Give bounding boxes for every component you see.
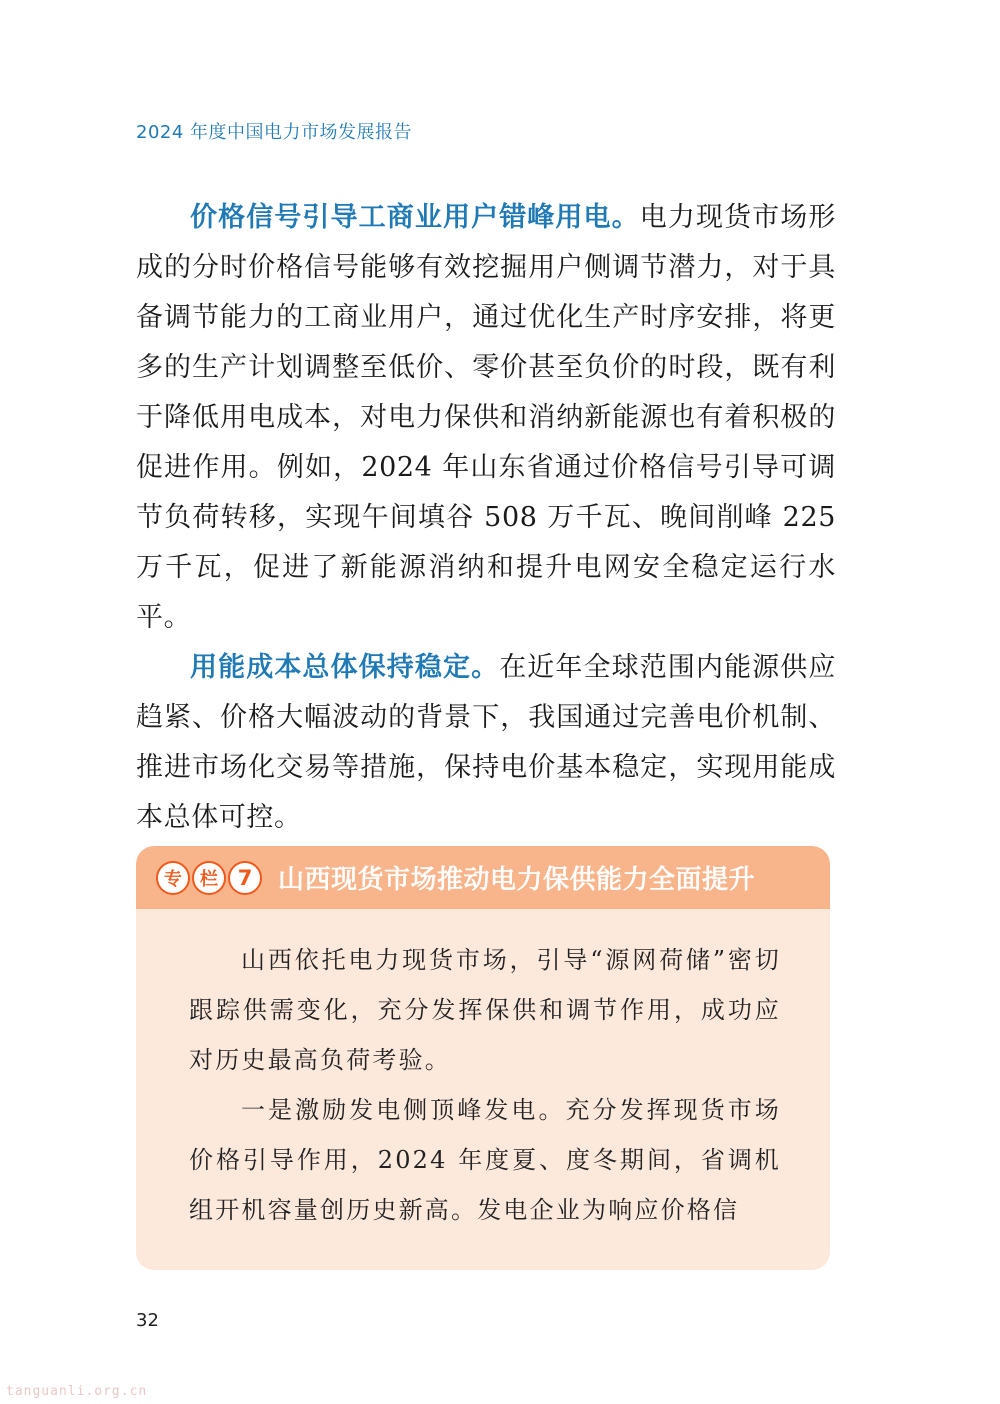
watermark: tanguanli.org.cn — [6, 1384, 148, 1399]
column-box-body — [189, 935, 781, 1235]
paragraph-energy-cost — [136, 643, 836, 843]
badge-char: 专 — [156, 861, 190, 895]
paragraph-text: 电力现货市场形成的分时价格信号能够有效挖掘用户侧调节潜力，对于具备调节能力的工商业用户，通过优化生产时序安排，将更多的生产计划调整至低价、零价甚至负价的时段，既有利于降低用电成本，对电力保供和消纳新能源也有着积极的促进作用。例如，2024 年山东省通过价格信号引导可调节负荷转移，实现午间填谷 508 万千瓦、晚间削峰 225 万千瓦，促进了新能源消纳和提升电网安全稳定运行水平。 — [136, 202, 837, 633]
column-paragraph: 山西依托电力现货市场，引导“源网荷储”密切跟踪供需变化，充分发挥保供和调节作用，成功应对历史最高负荷考验。 — [189, 946, 781, 1074]
badge-number: 7 — [228, 861, 262, 895]
column-box — [136, 846, 830, 1270]
paragraph-lead: 价格信号引导工商业用户错峰用电。 — [190, 202, 640, 233]
column-paragraph: 一是激励发电侧顶峰发电。充分发挥现货市场价格引导作用，2024 年度夏、度冬期间，省调机组开机容量创历史新高。发电企业为响应价格信 — [189, 1096, 781, 1224]
column-box-title: 山西现货市场推动电力保供能力全面提升 — [278, 865, 756, 895]
main-text — [136, 193, 836, 843]
page-number: 32 — [136, 1310, 159, 1331]
column-box-header — [136, 846, 830, 909]
paragraph-peak-shifting — [136, 193, 836, 643]
paragraph-lead: 用能成本总体保持稳定。 — [190, 652, 500, 683]
paragraph-text: 在近年全球范围内能源供应趋紧、价格大幅波动的背景下，我国通过完善电价机制、推进市场化交易等措施，保持电价基本稳定，实现用能成本总体可控。 — [136, 652, 836, 833]
running-header: 2024 年度中国电力市场发展报告 — [136, 122, 413, 143]
badge-char: 栏 — [192, 861, 226, 895]
column-badge — [156, 861, 264, 895]
